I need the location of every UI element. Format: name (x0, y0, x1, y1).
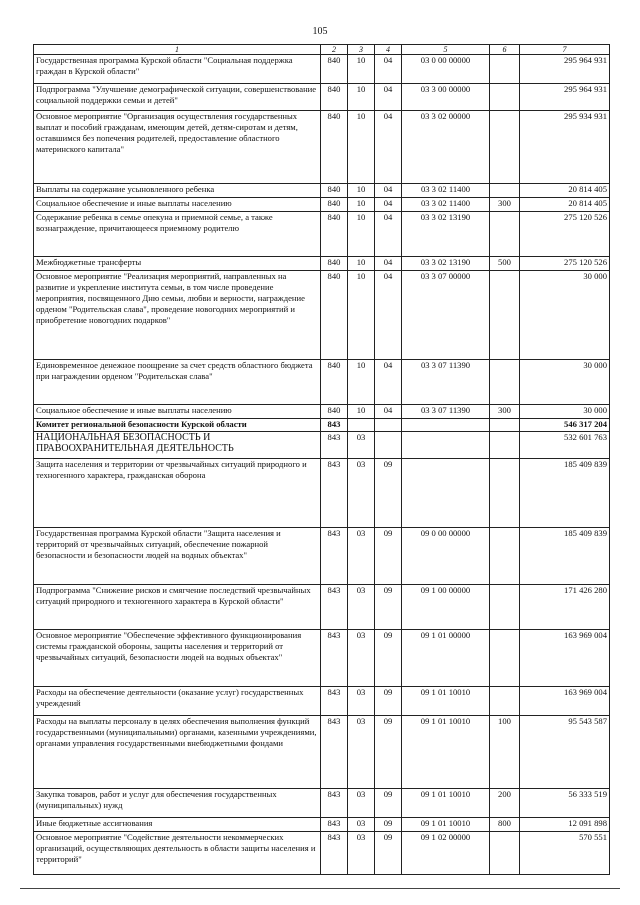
ministry-code: 843 (321, 432, 348, 459)
subsection-code: 04 (375, 198, 402, 212)
expense-type-code: 300 (490, 405, 520, 419)
expense-type-code (490, 184, 520, 198)
section-code: 10 (348, 360, 375, 405)
subsection-code: 09 (375, 716, 402, 789)
expense-type-code (490, 585, 520, 630)
ministry-code: 843 (321, 687, 348, 716)
table-row (34, 360, 610, 405)
target-article-code: 09 1 01 10010 (402, 818, 490, 832)
target-article-code: 03 3 07 11390 (402, 360, 490, 405)
amount: 30 000 (520, 271, 610, 360)
section-code (348, 419, 375, 432)
subsection-code: 09 (375, 789, 402, 818)
column-header: 3 (348, 45, 375, 55)
ministry-code: 840 (321, 212, 348, 257)
amount: 20 814 405 (520, 198, 610, 212)
subsection-code: 09 (375, 630, 402, 687)
ministry-code: 840 (321, 405, 348, 419)
column-header: 4 (375, 45, 402, 55)
subsection-code: 04 (375, 84, 402, 111)
target-article-code (402, 419, 490, 432)
amount: 20 814 405 (520, 184, 610, 198)
expense-type-code (490, 687, 520, 716)
subsection-code (375, 419, 402, 432)
section-code: 10 (348, 257, 375, 271)
amount: 95 543 587 (520, 716, 610, 789)
target-article-code: 09 1 02 00000 (402, 832, 490, 875)
subsection-code: 04 (375, 257, 402, 271)
section-code: 03 (348, 432, 375, 459)
amount: 185 409 839 (520, 528, 610, 585)
subsection-code: 09 (375, 832, 402, 875)
expense-type-code (490, 55, 520, 84)
item-name: Единовременное денежное поощрение за счет средств областного бюджета при награждении орденом "Родительская слава" (34, 360, 321, 405)
subsection-code (375, 432, 402, 459)
item-name: Выплаты на содержание усыновленного ребенка (34, 184, 321, 198)
expense-type-code (490, 459, 520, 528)
amount: 275 120 526 (520, 212, 610, 257)
target-article-code: 03 3 02 00000 (402, 111, 490, 184)
subsection-code: 09 (375, 585, 402, 630)
expense-type-code (490, 832, 520, 875)
amount: 163 969 004 (520, 630, 610, 687)
item-name: Основное мероприятие "Реализация мероприятий, направленных на развитие и укрепление института семьи, в том числе проведение мероприятия, посвященного Дню семьи, любви и верности, награждение орденом "Родительская слава", проведение новогодних мероприятий и приобретение новогодних подарков" (34, 271, 321, 360)
item-name: Социальное обеспечение и иные выплаты населению (34, 405, 321, 419)
amount: 185 409 839 (520, 459, 610, 528)
expense-type-code (490, 419, 520, 432)
column-header: 7 (520, 45, 610, 55)
target-article-code (402, 432, 490, 459)
item-name: Основное мероприятие "Содействие деятельности некоммерческих организаций, осуществляющих деятельность в области защиты населения и территорий" (34, 832, 321, 875)
ministry-code: 840 (321, 257, 348, 271)
column-header: 2 (321, 45, 348, 55)
ministry-code: 843 (321, 630, 348, 687)
amount: 295 934 931 (520, 111, 610, 184)
section-code: 03 (348, 459, 375, 528)
expense-type-code: 200 (490, 789, 520, 818)
ministry-code: 840 (321, 111, 348, 184)
column-header: 5 (402, 45, 490, 55)
expense-type-code (490, 432, 520, 459)
item-name: Иные бюджетные ассигнования (34, 818, 321, 832)
target-article-code: 09 1 00 00000 (402, 585, 490, 630)
section-code: 10 (348, 55, 375, 84)
table-row (34, 111, 610, 184)
table-row (34, 419, 610, 432)
table-row (34, 687, 610, 716)
ministry-code: 840 (321, 198, 348, 212)
item-name: Подпрограмма "Снижение рисков и смягчение последствий чрезвычайных ситуаций природного и техногенного характера в Курской области" (34, 585, 321, 630)
section-code: 10 (348, 212, 375, 257)
section-code: 03 (348, 687, 375, 716)
ministry-code: 840 (321, 360, 348, 405)
ministry-code: 840 (321, 271, 348, 360)
target-article-code: 03 3 02 13190 (402, 257, 490, 271)
subsection-code: 04 (375, 360, 402, 405)
expense-type-code (490, 360, 520, 405)
item-name: Основное мероприятие "Обеспечение эффективного функционирования системы гражданской обороны, защиты населения и территорий от чрезвычайных ситуаций, безопасности людей на водных объектах" (34, 630, 321, 687)
expense-type-code (490, 528, 520, 585)
item-name: Расходы на выплаты персоналу в целях обеспечения выполнения функций государственными (муниципальными) органами, казенными учреждениями, органами управления государственными внебюджетными фондами (34, 716, 321, 789)
subsection-code: 04 (375, 405, 402, 419)
amount: 570 551 (520, 832, 610, 875)
expense-type-code (490, 271, 520, 360)
subsection-code: 04 (375, 212, 402, 257)
table-row (34, 271, 610, 360)
ministry-code: 843 (321, 832, 348, 875)
amount: 56 333 519 (520, 789, 610, 818)
section-code: 10 (348, 184, 375, 198)
amount: 275 120 526 (520, 257, 610, 271)
table-row (34, 818, 610, 832)
section-code: 10 (348, 111, 375, 184)
expense-type-code (490, 630, 520, 687)
table-row (34, 257, 610, 271)
bottom-rule (20, 888, 620, 889)
table-row (34, 84, 610, 111)
expense-type-code: 100 (490, 716, 520, 789)
target-article-code: 09 1 01 10010 (402, 716, 490, 789)
subsection-code: 04 (375, 111, 402, 184)
section-code: 03 (348, 630, 375, 687)
expense-type-code: 300 (490, 198, 520, 212)
section-code: 10 (348, 198, 375, 212)
item-name: НАЦИОНАЛЬНАЯ БЕЗОПАСНОСТЬ И ПРАВООХРАНИТЕЛЬНАЯ ДЕЯТЕЛЬНОСТЬ (34, 432, 321, 459)
subsection-code: 04 (375, 184, 402, 198)
expense-type-code (490, 212, 520, 257)
subsection-code: 09 (375, 459, 402, 528)
amount: 295 964 931 (520, 84, 610, 111)
ministry-code: 840 (321, 55, 348, 84)
amount: 163 969 004 (520, 687, 610, 716)
target-article-code: 09 0 00 00000 (402, 528, 490, 585)
section-code: 03 (348, 716, 375, 789)
table-row (34, 405, 610, 419)
section-code: 03 (348, 832, 375, 875)
item-name: Основное мероприятие "Организация осуществления государственных выплат и пособий гражданам, имеющим детей, детям-сиротам и детям, оставшимся без попечения родителей, предоставление областного материнского капитала" (34, 111, 321, 184)
subsection-code: 09 (375, 687, 402, 716)
column-header: 1 (34, 45, 321, 55)
section-code: 03 (348, 789, 375, 818)
table-row (34, 212, 610, 257)
amount: 30 000 (520, 405, 610, 419)
ministry-code: 843 (321, 789, 348, 818)
target-article-code: 09 1 01 10010 (402, 687, 490, 716)
target-article-code: 03 3 02 13190 (402, 212, 490, 257)
amount: 546 317 204 (520, 419, 610, 432)
item-name: Социальное обеспечение и иные выплаты населению (34, 198, 321, 212)
amount: 30 000 (520, 360, 610, 405)
amount: 171 426 280 (520, 585, 610, 630)
amount: 12 091 898 (520, 818, 610, 832)
item-name: Комитет региональной безопасности Курской области (34, 419, 321, 432)
subsection-code: 09 (375, 528, 402, 585)
item-name: Государственная программа Курской области "Защита населения и территорий от чрезвычайных ситуаций, обеспечение пожарной безопасности и безопасности людей на водных объектах" (34, 528, 321, 585)
item-name: Подпрограмма "Улучшение демографической ситуации, совершенствование социальной поддержки семьи и детей" (34, 84, 321, 111)
table-row (34, 630, 610, 687)
subsection-code: 04 (375, 271, 402, 360)
target-article-code: 03 3 07 00000 (402, 271, 490, 360)
expense-type-code: 500 (490, 257, 520, 271)
budget-table (33, 44, 610, 875)
table-row (34, 528, 610, 585)
section-code: 03 (348, 528, 375, 585)
ministry-code: 843 (321, 818, 348, 832)
subsection-code: 04 (375, 55, 402, 84)
target-article-code: 03 0 00 00000 (402, 55, 490, 84)
item-name: Содержание ребенка в семье опекуна и приемной семье, а также вознаграждение, причитающееся приемному родителю (34, 212, 321, 257)
amount: 295 964 931 (520, 55, 610, 84)
item-name: Государственная программа Курской области "Социальная поддержка граждан в Курской области" (34, 55, 321, 84)
ministry-code: 843 (321, 419, 348, 432)
table-body (34, 55, 610, 875)
target-article-code: 03 3 02 11400 (402, 184, 490, 198)
table-row (34, 832, 610, 875)
target-article-code: 03 3 02 11400 (402, 198, 490, 212)
column-header: 6 (490, 45, 520, 55)
table-row (34, 55, 610, 84)
target-article-code: 03 3 07 11390 (402, 405, 490, 419)
section-code: 03 (348, 585, 375, 630)
page-number: 105 (312, 26, 328, 37)
target-article-code: 03 3 00 00000 (402, 84, 490, 111)
column-number-row (34, 45, 610, 55)
amount: 532 601 763 (520, 432, 610, 459)
item-name: Закупка товаров, работ и услуг для обеспечения государственных (муниципальных) нужд (34, 789, 321, 818)
expense-type-code (490, 84, 520, 111)
table-row (34, 585, 610, 630)
table-row (34, 716, 610, 789)
expense-type-code: 800 (490, 818, 520, 832)
section-code: 10 (348, 84, 375, 111)
expense-type-code (490, 111, 520, 184)
ministry-code: 840 (321, 184, 348, 198)
target-article-code: 09 1 01 10010 (402, 789, 490, 818)
table-row (34, 198, 610, 212)
table-row (34, 459, 610, 528)
ministry-code: 843 (321, 528, 348, 585)
subsection-code: 09 (375, 818, 402, 832)
target-article-code (402, 459, 490, 528)
table-row (34, 184, 610, 198)
target-article-code: 09 1 01 00000 (402, 630, 490, 687)
ministry-code: 843 (321, 716, 348, 789)
ministry-code: 840 (321, 84, 348, 111)
item-name: Расходы на обеспечение деятельности (оказание услуг) государственных учреждений (34, 687, 321, 716)
item-name: Межбюджетные трансферты (34, 257, 321, 271)
ministry-code: 843 (321, 585, 348, 630)
section-code: 10 (348, 405, 375, 419)
ministry-code: 843 (321, 459, 348, 528)
table-row (34, 789, 610, 818)
item-name: Защита населения и территории от чрезвычайных ситуаций природного и техногенного характера, гражданская оборона (34, 459, 321, 528)
table-row (34, 432, 610, 459)
section-code: 03 (348, 818, 375, 832)
section-code: 10 (348, 271, 375, 360)
